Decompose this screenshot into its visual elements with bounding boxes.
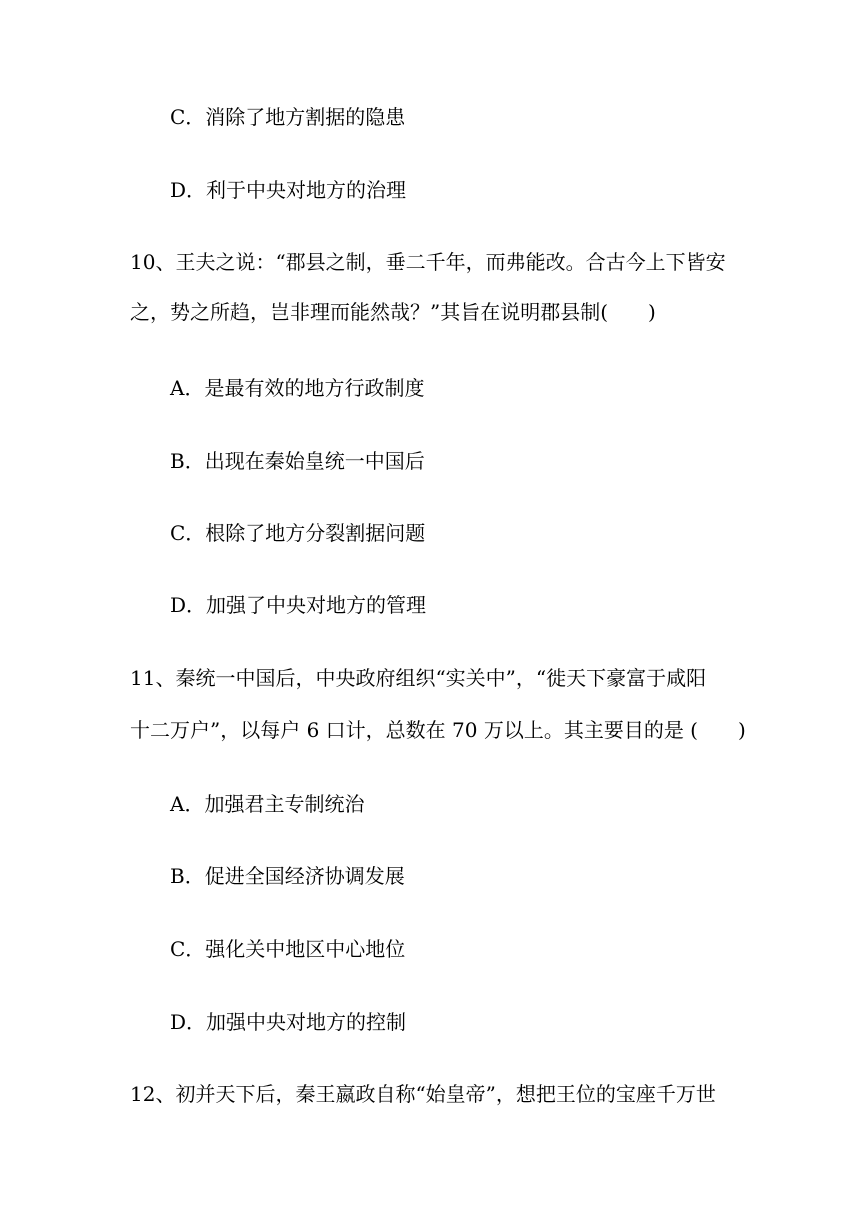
q11-option-a: A．加强君主专制统治 [170,792,365,816]
q9-option-d: D．利于中央对地方的治理 [170,178,407,202]
q12-stem-line-1: 12、初并天下后，秦王嬴政自称“始皇帝”，想把王位的宝座千万世 [130,1082,716,1106]
q9-option-c: C．消除了地方割据的隐患 [170,105,406,129]
q11-stem-line-1: 11、秦统一中国后，中央政府组织“实关中”，“徙天下豪富于咸阳 [130,666,707,690]
q10-option-c: C．根除了地方分裂割据问题 [170,521,426,545]
q10-option-a: A．是最有效的地方行政制度 [170,376,425,400]
q11-option-b: B．促进全国经济协调发展 [170,864,405,888]
q11-option-c: C．强化关中地区中心地位 [170,937,406,961]
q11-option-d: D．加强中央对地方的控制 [170,1010,407,1034]
q10-stem-line-1: 10、王夫之说：“郡县之制，垂二千年，而弗能改。合古今上下皆安 [130,250,726,274]
q10-option-d: D．加强了中央对地方的管理 [170,593,427,617]
q10-stem-line-2: 之，势之所趋，岂非理而能然哉？”其旨在说明郡县制( ) [130,300,656,324]
q10-option-b: B．出现在秦始皇统一中国后 [170,449,425,473]
q11-stem-line-2: 十二万户”，以每户 6 口计，总数在 70 万以上。其主要目的是 ( ) [130,718,746,742]
